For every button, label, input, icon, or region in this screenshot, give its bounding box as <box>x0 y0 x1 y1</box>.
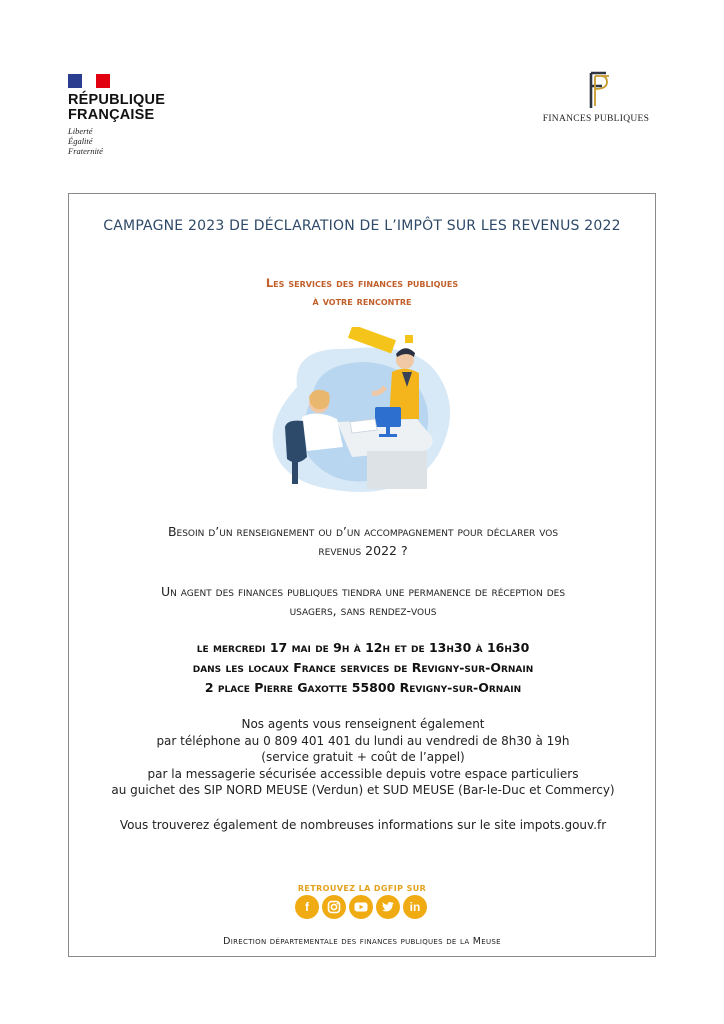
question-line1: Besoin d’un renseignement ou d’un accompagnement pour déclarer vos <box>167 524 559 539</box>
subtitle-line2: à votre rencontre <box>312 294 412 308</box>
social-links <box>295 895 427 919</box>
youtube-icon[interactable] <box>349 895 373 919</box>
motto-liberte: Liberté <box>68 126 93 136</box>
agent-line1: Un agent des finances publiques tiendra une permanence de réception des <box>160 584 566 599</box>
republique-line2: FRANÇAISE <box>68 107 155 123</box>
finances-publiques-logo <box>538 70 654 124</box>
social-label: RETROUVEZ LA DGFIP SUR <box>297 884 427 893</box>
instagram-icon[interactable] <box>322 895 346 919</box>
question-line2: revenus 2022 ? <box>318 543 408 558</box>
info-line: par la messagerie sécurisée accessible depuis votre espace particuliers <box>147 766 579 781</box>
schedule-block <box>79 638 647 698</box>
campaign-title: CAMPAGNE 2023 DE DÉCLARATION DE L’IMPÔT SUR LES REVENUS 2022 <box>103 218 621 234</box>
linkedin-icon[interactable]: in <box>403 895 427 919</box>
info-line: Nos agents vous renseignent également <box>241 717 485 731</box>
office-meeting-illustration <box>257 327 467 497</box>
republique-francaise-logo <box>68 74 178 156</box>
schedule-address: 2 place Pierre Gaxotte 55800 Revigny-sur-Ornain <box>204 680 522 695</box>
info-line: (service gratuit + coût de l’appel) <box>261 750 465 764</box>
footer-text: Direction départementale des finances publiques de la Meuse <box>223 936 501 947</box>
twitter-icon[interactable] <box>376 895 400 919</box>
subtitle-line1: Les services des finances publiques <box>265 276 459 290</box>
agent-line2: usagers, sans rendez-vous <box>289 603 437 618</box>
facebook-icon[interactable]: f <box>295 895 319 919</box>
finances-publiques-mark-icon <box>579 70 613 110</box>
french-flag-icon <box>68 74 110 88</box>
poster-frame <box>68 193 656 957</box>
republique-line1: RÉPUBLIQUE <box>68 92 166 108</box>
schedule-location: dans les locaux France services de Revigny-sur-Ornain <box>192 660 534 675</box>
website-line: Vous trouverez également de nombreuses informations sur le site impots.gouv.fr <box>119 818 607 832</box>
motto-fraternite: Fraternité <box>68 146 103 156</box>
republique-motto <box>68 126 178 156</box>
contact-info <box>79 716 647 799</box>
schedule-date: le mercredi 17 mai de 9h à 12h et de 13h30 à 16h30 <box>196 640 530 655</box>
motto-egalite: Égalité <box>68 136 93 146</box>
info-line: au guichet des SIP NORD MEUSE (Verdun) et SUD MEUSE (Bar-le-Duc et Commercy) <box>111 783 615 797</box>
question-text <box>79 522 647 560</box>
subtitle <box>69 274 655 310</box>
agent-text <box>79 582 647 620</box>
finances-publiques-label: FINANCES PUBLIQUES <box>542 114 650 124</box>
info-line: par téléphone au 0 809 401 401 du lundi au vendredi de 8h30 à 19h <box>156 733 570 748</box>
